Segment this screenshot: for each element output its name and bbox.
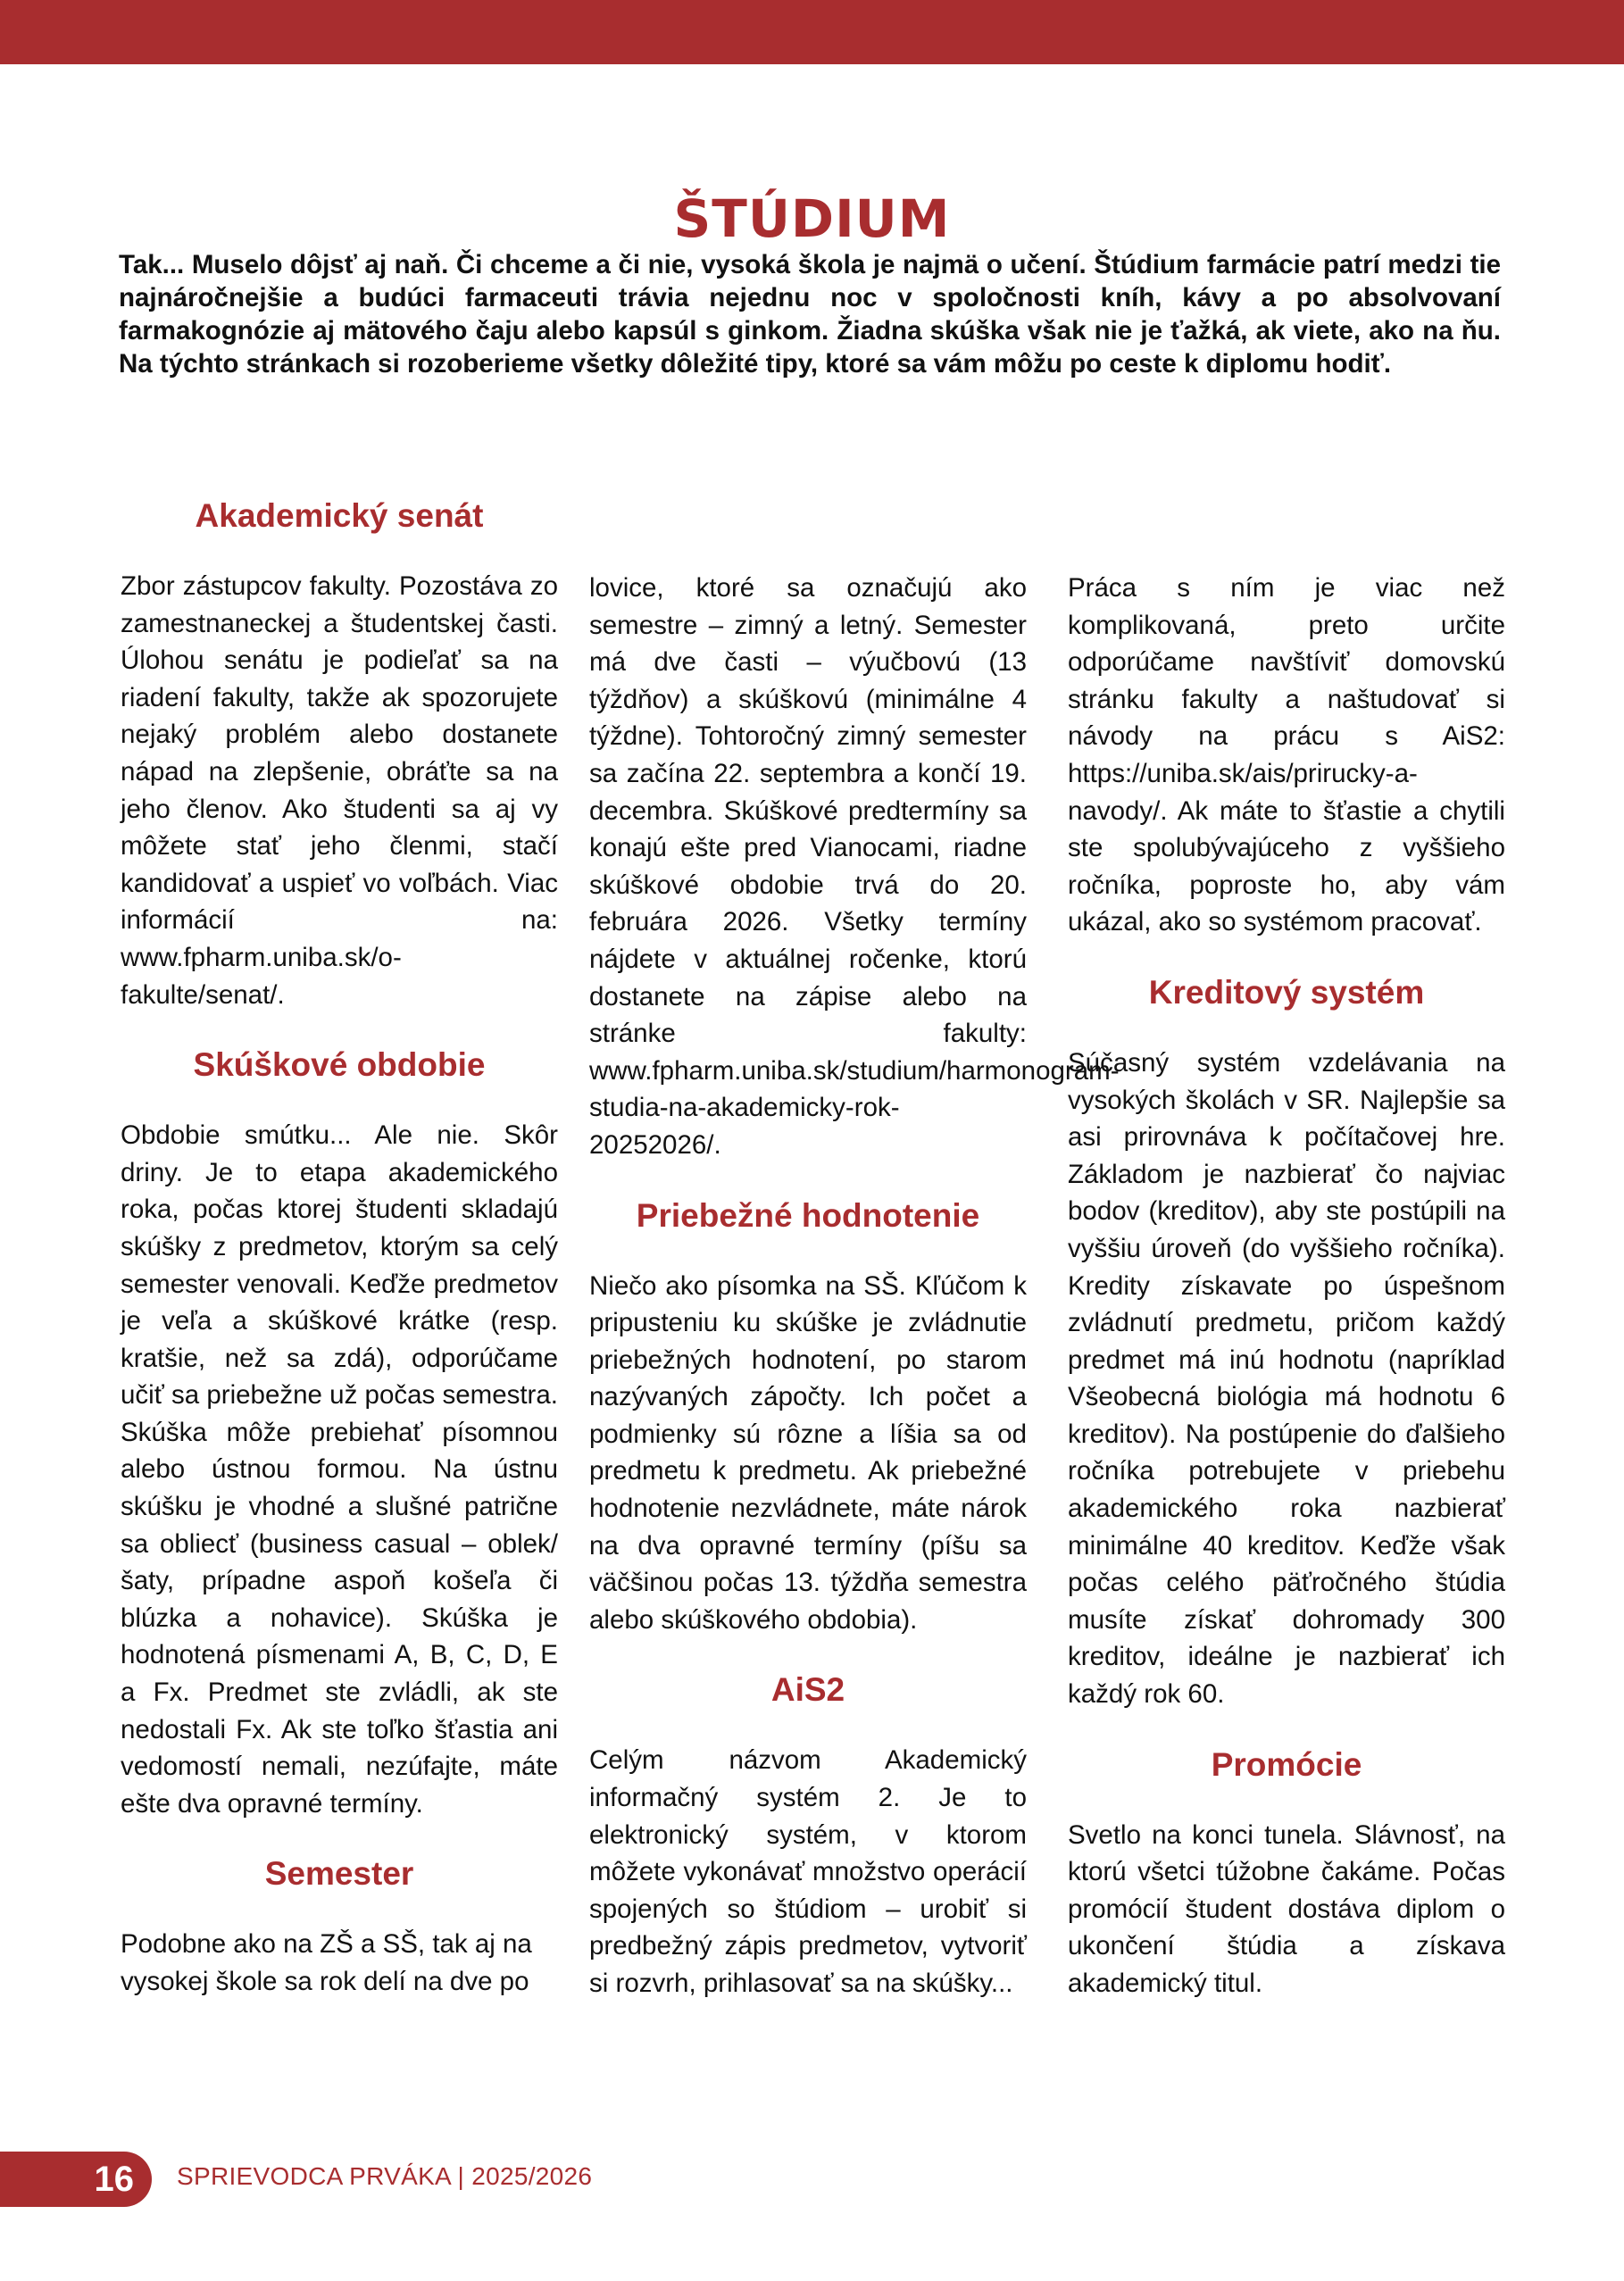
column-2 (589, 570, 1120, 2002)
section-body-priebezne-hodnotenie: Niečo ako písomka na SŠ. Kľúčom k pripusteniu ku skúške je zvládnutie priebežných hodnotení, po starom nazývaných zápočty. Ich počet a podmienky sú rôzne a líšia sa od predmetu k predmetu. Ak priebežné hodnotenie nezvládnete, máte nárok na dva opravné termíny (píšu sa väčšinou počas 13. týždňa semestra alebo skúškového obdobia). (589, 1270, 1027, 1635)
section-heading-promocie: Promócie (1211, 1745, 1362, 1783)
section-heading-semester: Semester (264, 1855, 414, 1893)
page-number: 16 (94, 2159, 134, 2199)
page-title: ŠTÚDIUM (673, 187, 951, 249)
intro-paragraph: Tak... Muselo dôjsť aj naň. Či chceme a či nie, vysoká škola je najmä o učení. Štúdium farmácie patrí medzi tie najnáročnejšie a budúci farmaceuti trávia nejednu noc v spoločnosti kníh, kávy a po absolvovaní farmakognózie aj mätového čaju alebo kapsúl s ginkom. Žiadna skúška však nie je ťažká, ak viete, ako na ňu. Na týchto stránkach si rozoberieme všetky dôležité tipy, ktoré sa vám môžu po ceste k diplomu hodiť. (119, 250, 1501, 379)
column-3 (1068, 570, 1505, 2002)
page-number-badge (0, 2152, 152, 2207)
section-body-semester-continued: lovice, ktoré sa označujú ako semestre – zimný a letný. Semester má dve časti – výučbovú (13 týždňov) a skúškovú (minimálne 4 týždne). Tohtoročný zimný semester sa začína 22. septembra a končí 19. decembra. Skúškové predtermíny sa konajú ešte pred Vianocami, riadne skúškové obdobie trvá do 20. februára 2026. Všetky termíny nájdete v aktuálnej ročenke, ktorú dostanete na zápise alebo na stránke fakulty: www.fpharm.uniba.sk/studium/harmonogram-studia-na-akademicky-rok-20252026/. (589, 573, 1120, 1160)
publication-footer: SPRIEVODCA PRVÁKA | 2025/2026 (177, 2162, 593, 2190)
section-body-ais2-start: Celým názvom Akademický informačný systém 2. Je to elektronický systém, v ktorom môžete vykonávať množstvo operácií spojených so štúdiom – urobiť si predbežný zápis predmetov, vytvoriť si rozvrh, prihlasovať sa na skúšky... (589, 1745, 1027, 1998)
section-body-promocie: Svetlo na konci tunela. Slávnosť, na ktorú všetci túžobne čakáme. Počas promócií študent dostáva diplom o ukončení štúdia a získava akademický titul. (1068, 1819, 1505, 1998)
section-body-akademicky-senat: Zbor zástupcov fakulty. Pozostáva zo zamestnaneckej a študentskej časti. Úlohou senátu je podieľať sa na riadení fakulty, takže ak spozorujete nejaký problém alebo dostanete nápad na zlepšenie, obráťte sa na jeho členov. Ako študenti sa aj vy môžete stať jeho členmi, stačí kandidovať a uspieť vo voľbách. Viac informácií na: www.fpharm.uniba.sk/o-fakulte/senat/. (121, 571, 558, 1010)
section-heading-priebezne-hodnotenie: Priebežné hodnotenie (636, 1196, 980, 1234)
section-body-semester-start: Podobne ako na ZŠ a SŠ, tak aj na vysokej škole sa rok delí na dve po (121, 1929, 532, 1996)
section-body-skuskove-obdobie: Obdobie smútku... Ale nie. Skôr driny. Je to etapa akademického roka, počas ktorej študenti skladajú skúšky z predmetov, ktorým sa celý semester venovali. Keďže predmetov je veľa a skúškové krátke (resp. kratšie, než sa zdá), odporúčame učiť sa priebežne už počas semestra. Skúška môže prebiehať písomnou alebo ústnou formou. Na ústnu skúšku je vhodné a slušné patrične sa obliecť (business casual – oblek/šaty, prípadne aspoň košeľa či blúzka a nohavice). Skúška je hodnotená písmenami A, B, C, D, E a Fx. Predmet ste zvládli, ak ste nedostali Fx. Ak ste toľko šťastia ani vedomostí nemali, nezúfajte, máte ešte dva opravné termíny. (121, 1120, 558, 1819)
section-body-kreditovy-system: Súčasný systém vzdelávania na vysokých školách v SR. Najlepšie sa asi prirovnáva k počítačovej hre. Základom je nazbierať čo najviac bodov (kreditov), aby ste postúpili na vyššiu úroveň (do vyššieho ročníka). Kredity získavate po úspešnom zvládnutí predmetu, pričom každý predmet má inú hodnotu (napríklad Všeobecná biológia má hodnotu 6 kreditov). Na postúpenie do ďalšieho ročníka potrebujete v priebehu akademického roka nazbierať minimálne 40 kreditov. Keďže však počas celého päťročného štúdia musíte získať dohromady 300 kreditov, ideálne je nazbierať ich každý rok 60. (1068, 1047, 1505, 1710)
section-body-ais2-continued: Práca s ním je viac než komplikovaná, preto určite odporúčame navštíviť domovskú stránku fakulty a naštudovať si návody na prácu s AiS2: https://uniba.sk/ais/prirucky-a-navody/. Ak máte to šťastie a chytili ste spolubývajúceho z vyššieho ročníka, poproste ho, aby vám ukázal, ako so systémom pracovať. (1068, 573, 1505, 937)
section-heading-akademicky-senat: Akademický senát (195, 497, 484, 534)
section-heading-skuskove-obdobie: Skúškové obdobie (193, 1046, 486, 1084)
section-heading-ais2: AiS2 (770, 1671, 845, 1709)
top-banner-bar (0, 0, 1624, 64)
section-heading-kreditovy-system: Kreditový systém (1148, 973, 1425, 1011)
column-1 (121, 489, 558, 2001)
